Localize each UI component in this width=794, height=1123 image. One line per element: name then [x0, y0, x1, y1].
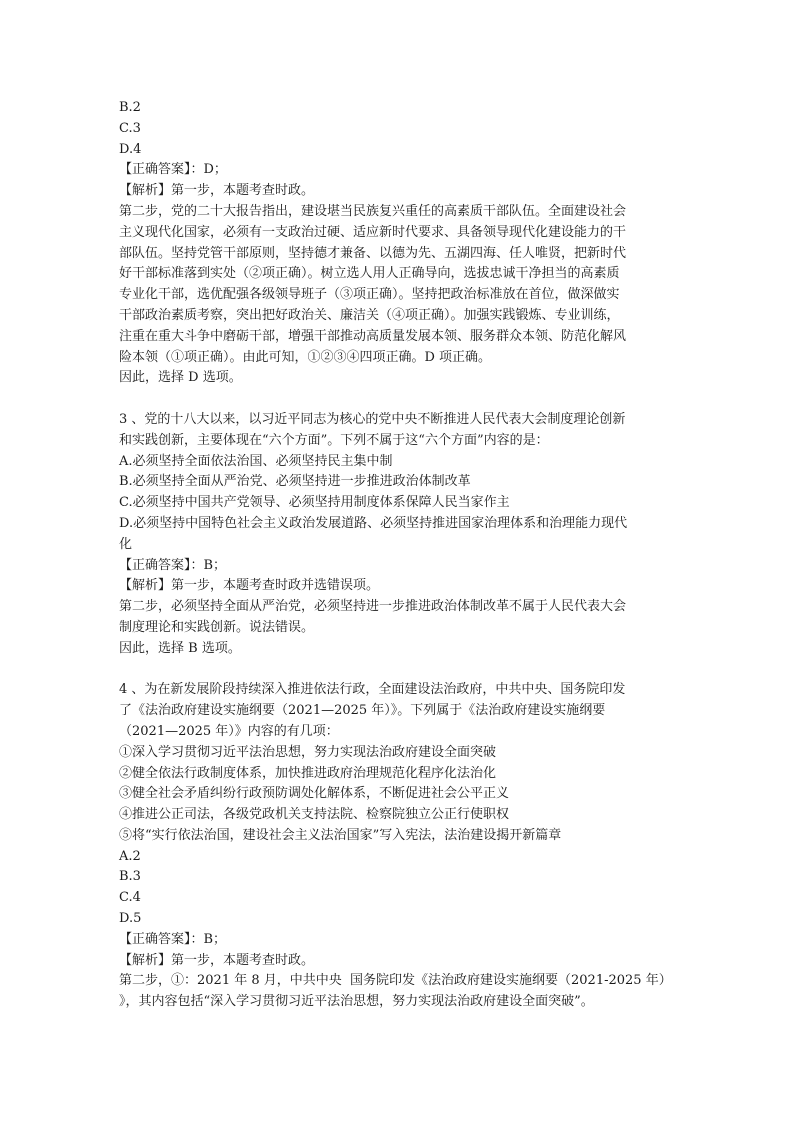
text-line: 【解析】第一步，本题考查时政。 [119, 952, 315, 968]
text-line: 【正确答案】：B； [119, 931, 227, 947]
text-line: D.必须坚持中国特色社会主义政治发展道路、必须坚持推进国家治理体系和治理能力现代 [119, 515, 628, 531]
text-line: 第二步，党的二十大报告指出，建设堪当民族复兴重任的高素质干部队伍。全面建设社会 [119, 203, 627, 219]
text-line: D.5 [119, 911, 142, 927]
text-line: 【解析】第一步，本题考查时政并选错误项。 [119, 578, 380, 594]
paragraph-gap [119, 660, 679, 681]
text-line: B.必须坚持全面从严治党、必须坚持进一步推进政治体制改革 [119, 474, 471, 490]
text-line: 专业化干部，选优配强各级领导班子（③项正确）。坚持把政治标准放在首位，做深做实 [119, 287, 620, 303]
paragraph-gap [119, 389, 679, 410]
text-line: 【正确答案】：B； [119, 557, 227, 573]
text-line: ⑤将“实行依法治国，建设社会主义法治国家”写入宪法，法治建设揭开新篇章 [119, 827, 562, 843]
text-line: 化 [119, 536, 133, 552]
text-line: B.3 [119, 869, 141, 885]
text-line: ①深入学习贯彻习近平法治思想，努力实现法治政府建设全面突破 [119, 744, 497, 760]
text-line: 因此，选择 B 选项。 [119, 640, 241, 656]
text-line: C.必须坚持中国共产党领导、必须坚持用制度体系保障人民当家作主 [119, 495, 510, 511]
text-line: C.4 [119, 890, 141, 906]
text-line: 》，其内容包括“深入学习贯彻习近平法治思想，努力实现法治政府建设全面突破”。 [119, 994, 594, 1010]
text-line: ②健全依法行政制度体系，加快推进政府治理规范化程序化法治化 [119, 765, 497, 781]
text-line: 4 、为在新发展阶段持续深入推进依法行政，全面建设法治政府，中共中央、国务院印发 [119, 682, 626, 698]
text-line: 第二步，必须坚持全面从严治党，必须坚持进一步推进政治体制改革不属于人民代表大会 [119, 599, 627, 615]
text-line: 注重在重大斗争中磨砺干部，增强干部推动高质量发展本领、服务群众本领、防范化解风 [119, 328, 627, 344]
text-line: A.2 [119, 848, 141, 864]
text-line: ④推进公正司法，各级党政机关支持法院、检察院独立公正行使职权 [119, 807, 510, 823]
text-line: 了《法治政府建设实施纲要（2021—2025 年）》。下列属于《法治政府建设实施纲要 [119, 703, 606, 719]
text-line: ③健全社会矛盾纠纷行政预防调处化解体系，不断促进社会公平正义 [119, 786, 510, 802]
text-line: 部队伍。坚持党管干部原则，坚持德才兼备、以德为先、五湖四海、任人唯贤，把新时代 [119, 245, 627, 261]
text-line: （2021—2025 年）》内容的有几项： [119, 723, 339, 739]
text-line: 和实践创新，主要体现在“六个方面”。下列不属于这“六个方面”内容的是： [119, 432, 549, 448]
text-line: B.2 [119, 100, 141, 115]
text-line: 主义现代化国家，必须有一支政治过硬、适应新时代要求、具备领导现代化建设能力的干 [119, 224, 627, 240]
document-body [119, 98, 679, 1013]
text-line: D.4 [119, 141, 142, 157]
text-line: 3 、党的十八大以来，以习近平同志为核心的党中央不断推进人民代表大会制度理论创新 [119, 411, 626, 427]
text-line: 【解析】第一步，本题考查时政。 [119, 183, 315, 199]
text-line: 【正确答案】：D； [119, 162, 227, 178]
text-line: 险本领（①项正确）。由此可知，①②③④四项正确。D 项正确。 [119, 349, 492, 365]
text-line: 制度理论和实践创新。说法错误。 [119, 619, 315, 635]
text-line: 好干部标准落到实处（②项正确）。树立选人用人正确导向，选拔忠诚干净担当的高素质 [119, 266, 620, 282]
text-line: 第二步，①：2021 年 8 月，中共中央 国务院印发《法治政府建设实施纲要（2021-2025 年） [119, 973, 672, 989]
text-line: 干部政治素质考察，突出把好政治关、廉洁关（④项正确）。加强实践锻炼、专业训练， [119, 307, 620, 323]
text-line: A.必须坚持全面依法治国、必须坚持民主集中制 [119, 453, 393, 469]
text-line: 因此，选择 D 选项。 [119, 370, 242, 386]
text-line: C.3 [119, 120, 141, 136]
